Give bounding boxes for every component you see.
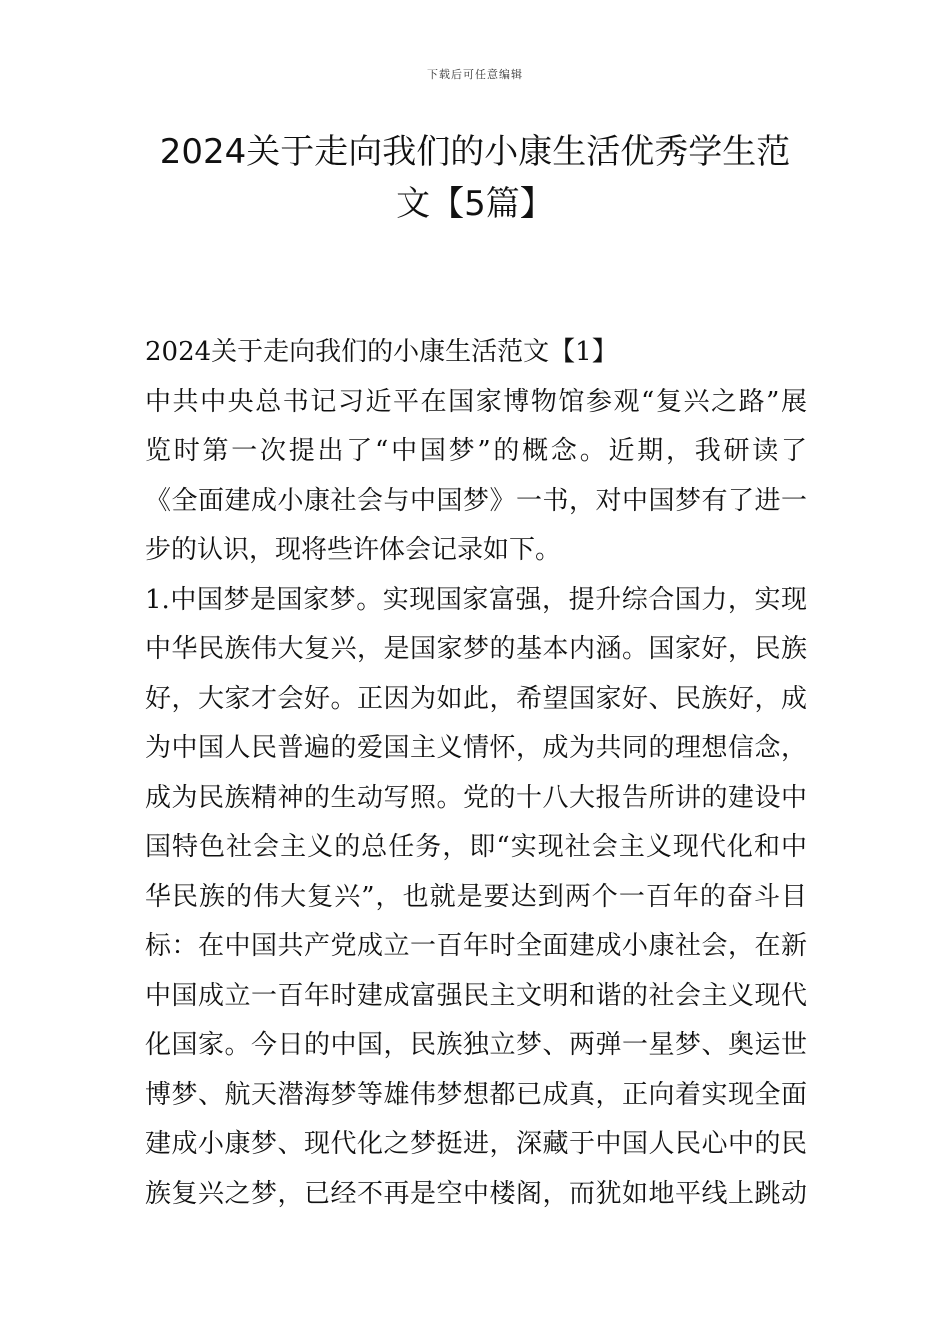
document-title xyxy=(140,126,810,230)
paragraph-2-line: 1.中国梦是国家梦。实现国家富强，提升综合国力，实现 xyxy=(145,584,807,615)
paragraph-2-line: 建成小康梦、现代化之梦挺进，深藏于中国人民心中的民 xyxy=(145,1129,807,1159)
paragraph-2-line: 中华民族伟大复兴，是国家梦的基本内涵。国家好，民族 xyxy=(145,634,807,664)
paragraph-2-line: 标：在中国共产党成立一百年时全面建成小康社会，在新 xyxy=(145,931,807,961)
paragraph-1-line: 览时第一次提出了“中国梦”的概念。近期，我研读了 xyxy=(145,436,807,466)
paragraph-2-line: 国特色社会主义的总任务，即“实现社会主义现代化和中 xyxy=(145,832,807,862)
paragraph-2-line: 成为民族精神的生动写照。党的十八大报告所讲的建设中 xyxy=(145,782,807,813)
paragraph-2-line: 为中国人民普遍的爱国主义情怀，成为共同的理想信念， xyxy=(145,733,807,763)
document-body xyxy=(145,328,807,1219)
header-note: 下载后可任意编辑 xyxy=(427,68,523,81)
section-heading: 2024关于走向我们的小康生活范文【1】 xyxy=(145,337,618,367)
title-line-2: 文【5篇】 xyxy=(396,184,554,224)
paragraph-1-line: 中共中央总书记习近平在国家博物馆参观“复兴之路”展 xyxy=(145,386,807,417)
paragraph-1-line: 《全面建成小康社会与中国梦》一书，对中国梦有了进一 xyxy=(145,485,807,516)
paragraph-2-line: 博梦、航天潜海梦等雄伟梦想都已成真，正向着实现全面 xyxy=(145,1079,807,1110)
paragraph-2-line: 华民族的伟大复兴”，也就是要达到两个一百年的奋斗目 xyxy=(145,881,807,912)
title-line-1: 2024关于走向我们的小康生活优秀学生范 xyxy=(159,132,791,172)
paragraph-2-line: 好，大家才会好。正因为如此，希望国家好、民族好，成 xyxy=(145,683,807,714)
paragraph-2-line: 族复兴之梦，已经不再是空中楼阁，而犹如地平线上跳动 xyxy=(145,1178,807,1209)
paragraph-2-line: 化国家。今日的中国，民族独立梦、两弹一星梦、奥运世 xyxy=(145,1030,807,1060)
paragraph-1-line: 步的认识，现将些许体会记录如下。 xyxy=(145,535,562,565)
paragraph-2-line: 中国成立一百年时建成富强民主文明和谐的社会主义现代 xyxy=(145,980,807,1011)
